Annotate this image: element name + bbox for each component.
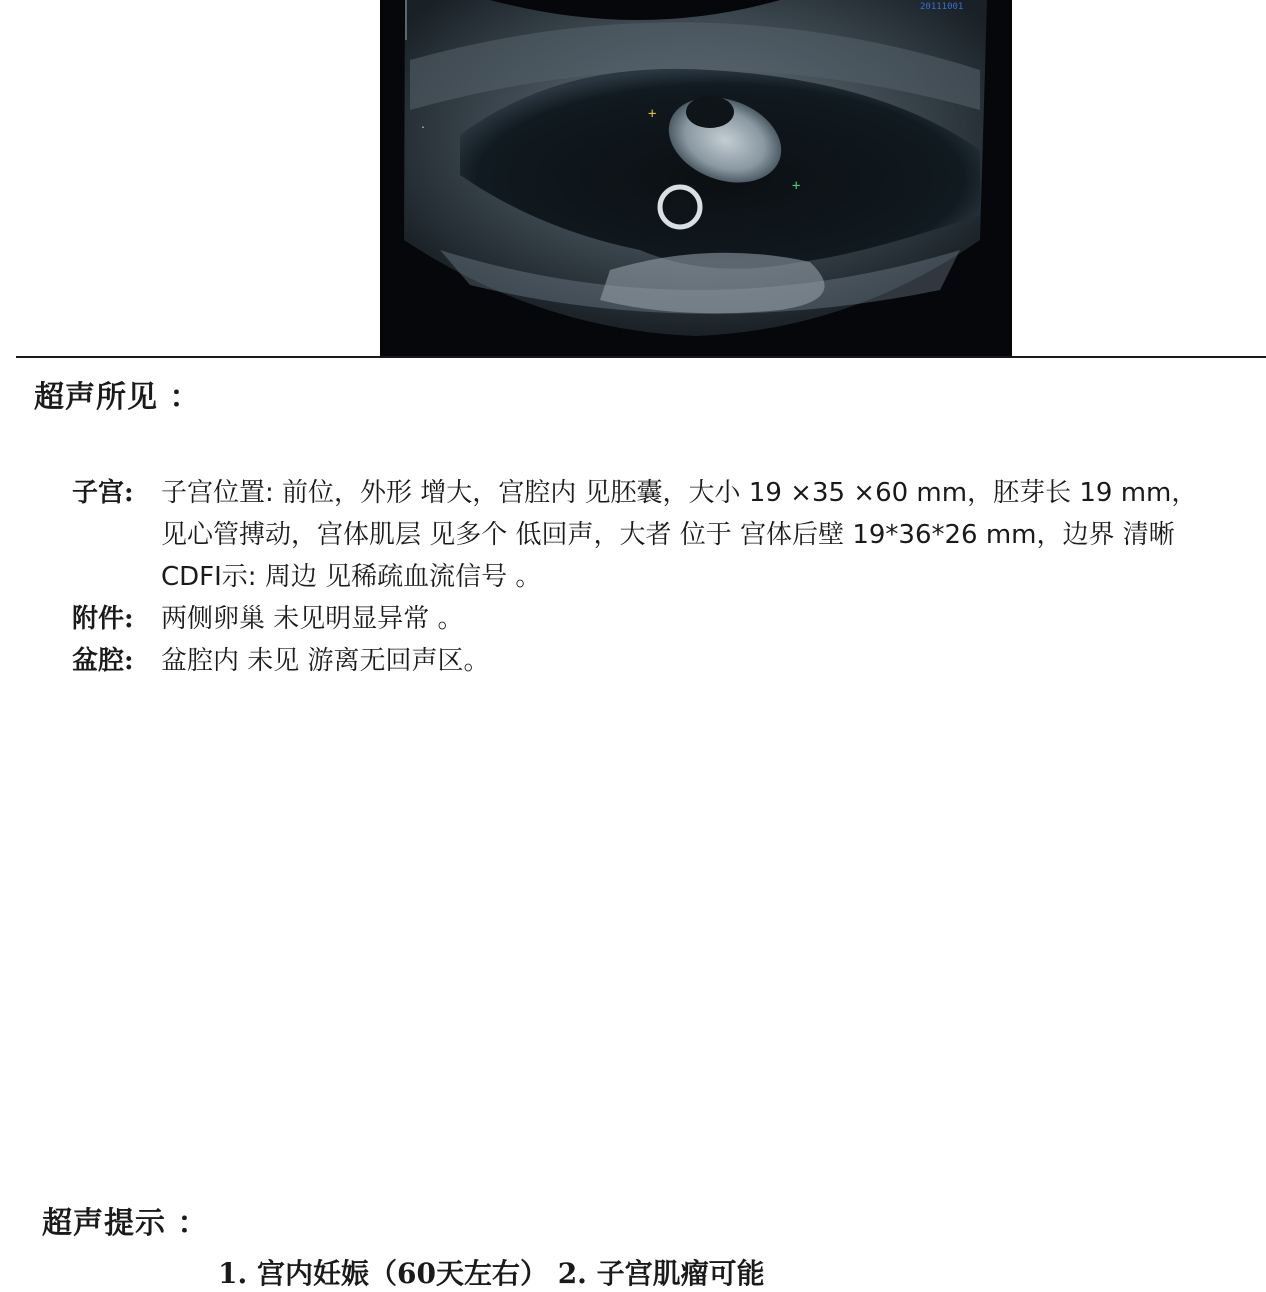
svg-text:.: . <box>420 120 427 131</box>
finding-adnexa <box>72 598 1264 640</box>
finding-label: 附件: <box>72 604 134 634</box>
finding-pelvis <box>72 640 1264 682</box>
impression-heading: 超声提示 ： <box>42 1206 209 1241</box>
svg-text:+: + <box>648 106 657 122</box>
finding-label: 盆腔: <box>72 646 134 676</box>
finding-line: 两侧卵巢 未见明显异常 。 <box>161 604 464 634</box>
ultrasound-image <box>380 0 1012 358</box>
finding-uterus <box>72 472 1264 598</box>
svg-text:+: + <box>792 178 801 194</box>
finding-body <box>161 640 1261 682</box>
finding-line: 见心管搏动，宫体肌层 见多个 低回声，大者 位于 宫体后壁 19*36*26 mm，边界 清晰 <box>161 520 1175 550</box>
finding-label: 子宫: <box>72 478 134 508</box>
image-overlay-label: 20111001 <box>920 2 964 12</box>
finding-body <box>161 598 1261 640</box>
section-divider <box>16 356 1266 358</box>
finding-line: CDFI示: 周边 见稀疏血流信号 。 <box>161 562 542 592</box>
findings-heading: 超声所见 ： <box>34 380 201 415</box>
finding-body <box>161 472 1261 598</box>
impression-text: 1. 宫内妊娠（60天左右） 2. 子宫肌瘤可能 <box>218 1257 765 1290</box>
finding-line: 子宫位置: 前位，外形 增大，宫腔内 见胚囊，大小 19 ×35 ×60 mm，胚芽长 19 mm， <box>161 478 1198 508</box>
finding-line: 盆腔内 未见 游离无回声区。 <box>161 646 490 676</box>
